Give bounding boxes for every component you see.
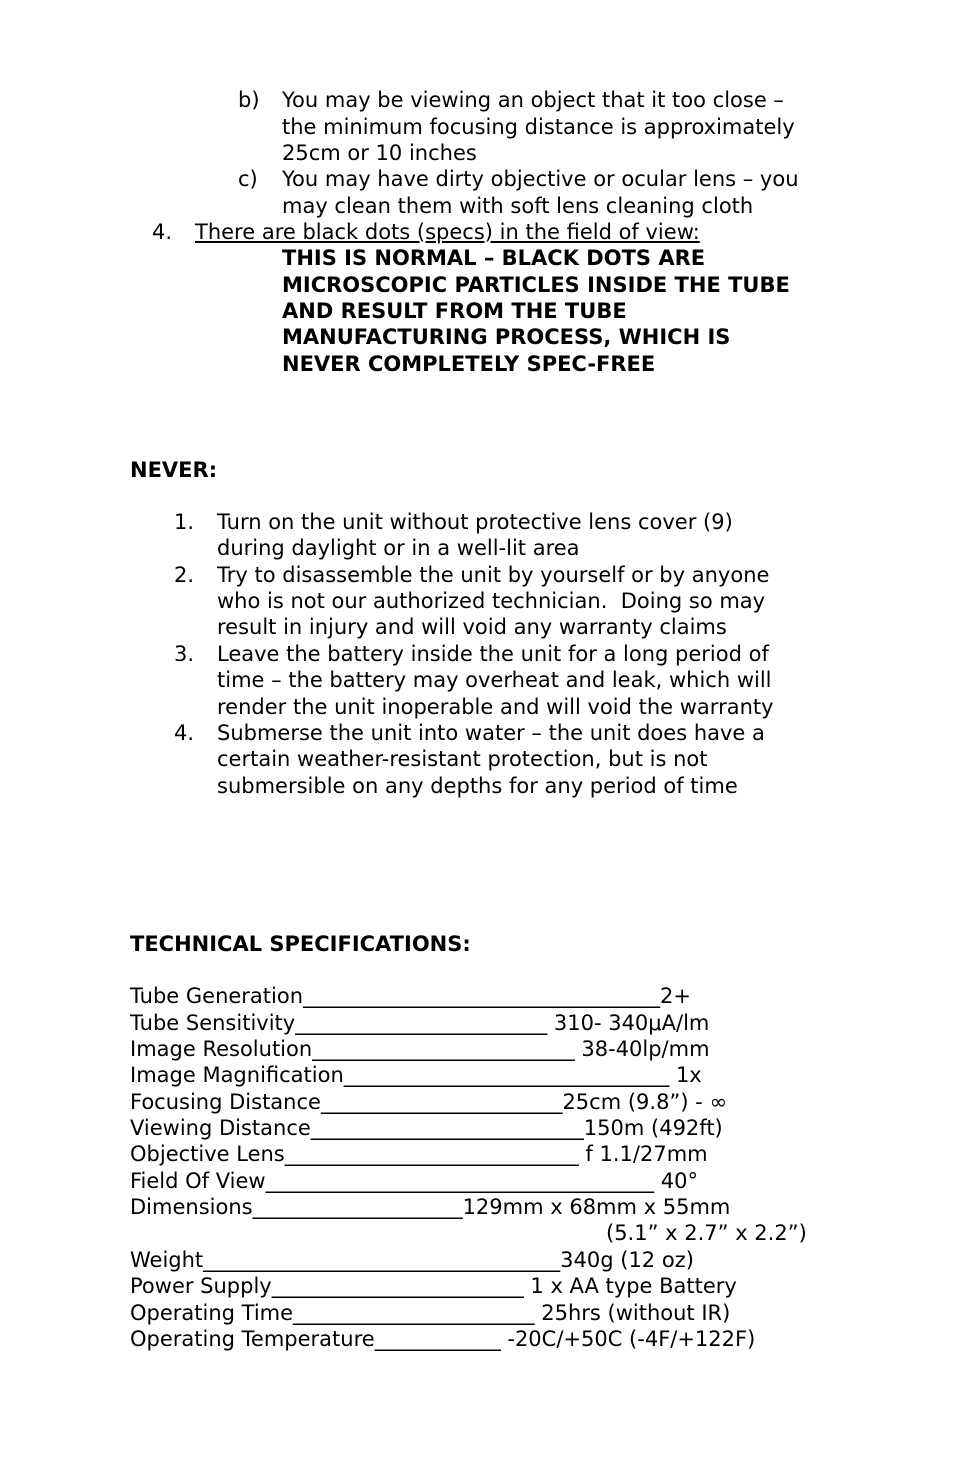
never-1-line-1: Turn on the unit without protective lens cover (9) (217, 510, 733, 534)
never-4-line-2: certain weather-resistant protection, but is not (217, 747, 708, 771)
never-4-line-3: submersible on any depths for any period of time (217, 774, 738, 798)
never-number-2: 2. (174, 563, 195, 587)
spec-row-dimensions-inches: (5.1” x 2.7” x 2.2”) (606, 1221, 807, 1245)
item-c-line-1: You may have dirty objective or ocular lens – you (282, 167, 799, 191)
never-number-1: 1. (174, 510, 195, 534)
never-number-4: 4. (174, 721, 195, 745)
spec-row-objective-lens: Objective Lens____________________________ f 1.1/27mm (130, 1142, 708, 1166)
item-4-note-line-3: AND RESULT FROM THE TUBE (282, 299, 627, 323)
spec-row-image-magnification: Image Magnification_______________________________ 1x (130, 1063, 702, 1087)
item-4-note-line-1: THIS IS NORMAL – BLACK DOTS ARE (282, 246, 706, 270)
spec-row-tube-sensitivity: Tube Sensitivity________________________ 310- 340μA/lm (130, 1011, 710, 1035)
specs-heading: TECHNICAL SPECIFICATIONS: (130, 932, 471, 956)
item-b-line-1: You may be viewing an object that it too close – (282, 88, 784, 112)
never-4-line-1: Submerse the unit into water – the unit does have a (217, 721, 765, 745)
never-3-line-1: Leave the battery inside the unit for a long period of (217, 642, 769, 666)
never-2-line-1: Try to disassemble the unit by yourself or by anyone (217, 563, 770, 587)
never-2-line-2: who is not our authorized technician. Doing so may (217, 589, 766, 613)
never-3-line-3: render the unit inoperable and will void the warranty (217, 695, 774, 719)
never-2-line-3: result in injury and will void any warranty claims (217, 615, 727, 639)
spec-row-dimensions: Dimensions____________________129mm x 68mm x 55mm (130, 1195, 731, 1219)
spec-row-operating-temperature: Operating Temperature____________ -20C/+50C (-4F/+122F) (130, 1327, 756, 1351)
item-c-line-2: may clean them with soft lens cleaning cloth (282, 194, 754, 218)
spec-row-focusing-distance: Focusing Distance_______________________25cm (9.8”) - ∞ (130, 1090, 727, 1114)
never-number-3: 3. (174, 642, 195, 666)
spec-row-weight: Weight__________________________________340g (12 oz) (130, 1248, 694, 1272)
spec-row-field-of-view: Field Of View_____________________________________ 40° (130, 1169, 698, 1193)
list-label-c: c) (238, 167, 258, 191)
spec-row-tube-generation: Tube Generation__________________________________2+ (130, 984, 691, 1008)
list-label-b: b) (238, 88, 260, 112)
item-4-note-line-5: NEVER COMPLETELY SPEC-FREE (282, 352, 656, 376)
spec-row-viewing-distance: Viewing Distance__________________________150m (492ft) (130, 1116, 723, 1140)
item-4-note-line-4: MANUFACTURING PROCESS, WHICH IS (282, 325, 731, 349)
spec-row-operating-time: Operating Time_______________________ 25hrs (without IR) (130, 1301, 731, 1325)
item-4-heading: There are black dots (specs) in the field of view: (195, 220, 700, 244)
never-3-line-2: time – the battery may overheat and leak, which will (217, 668, 772, 692)
never-heading: NEVER: (130, 458, 218, 482)
spec-row-image-resolution: Image Resolution_________________________ 38-40lp/mm (130, 1037, 710, 1061)
list-number-4: 4. (152, 220, 173, 244)
item-b-line-3: 25cm or 10 inches (282, 141, 477, 165)
item-4-note-line-2: MICROSCOPIC PARTICLES INSIDE THE TUBE (282, 273, 790, 297)
item-b-line-2: the minimum focusing distance is approximately (282, 115, 795, 139)
never-1-line-2: during daylight or in a well-lit area (217, 536, 580, 560)
spec-row-power-supply: Power Supply________________________ 1 x AA type Battery (130, 1274, 737, 1298)
